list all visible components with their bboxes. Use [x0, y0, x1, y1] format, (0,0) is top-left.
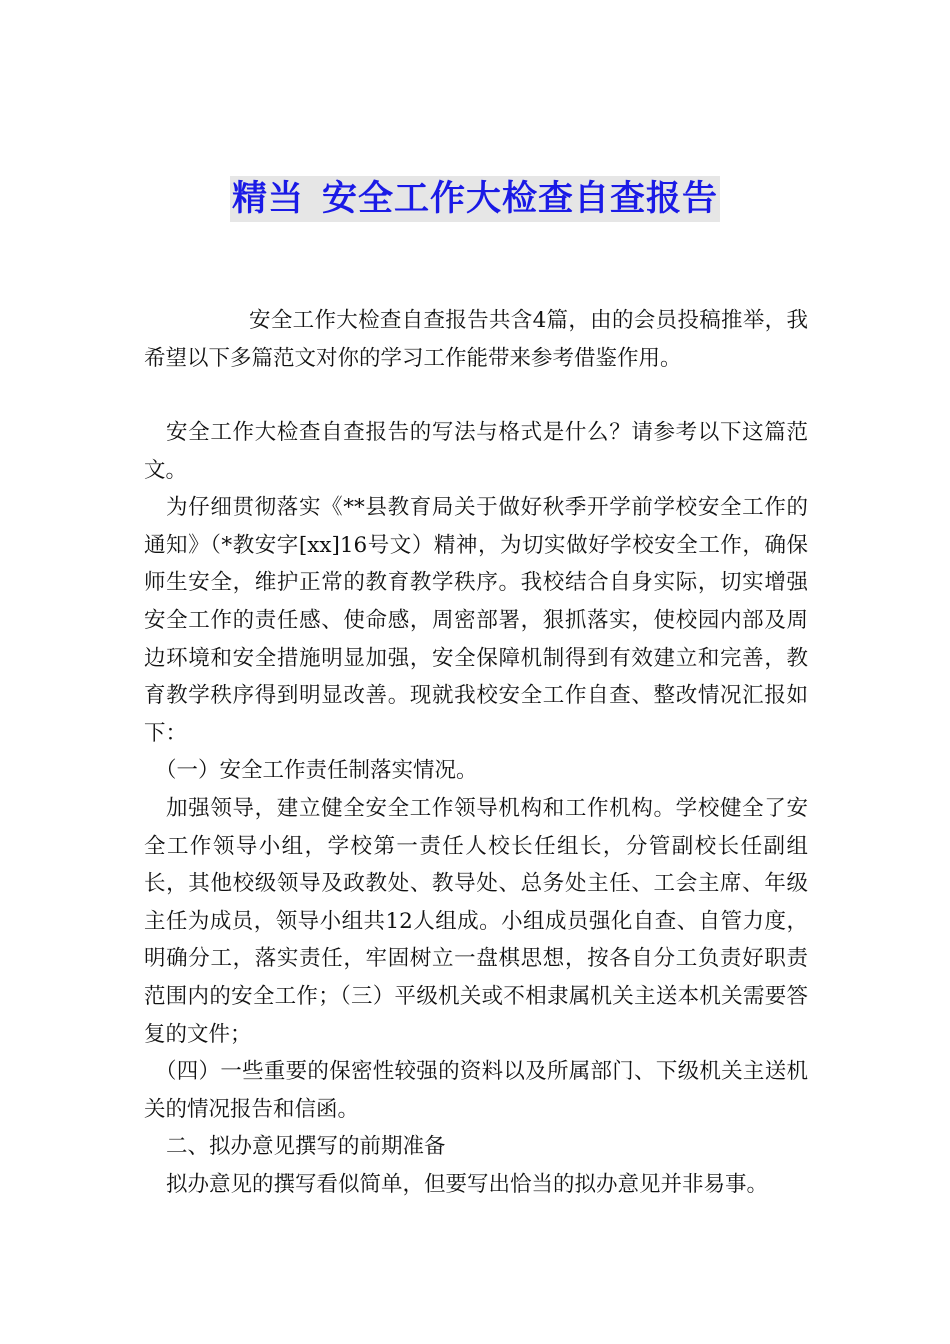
main-body	[144, 414, 808, 1203]
paragraph-implementation: 为仔细贯彻落实《**县教育局关于做好秋季开学前学校安全工作的通知》（*教安字[xx]16号文）精神，为切实做好学校安全工作，确保师生安全，维护正常的教育教学秩序。我校结合自身实际，切实增强安全工作的责任感、使命感，周密部署，狠抓落实，使校园内部及周边环境和安全措施明显加强，安全保障机制得到有效建立和完善，教育教学秩序得到明显改善。现就我校安全工作自查、整改情况汇报如下：	[144, 495, 808, 746]
intro-block	[144, 302, 808, 377]
section-heading-preparation: 二、拟办意见撰写的前期准备	[166, 1134, 446, 1160]
paragraph-confidential-materials: （四）一些重要的保密性较强的资料以及所属部门、下级机关主送机关的情况报告和信函。	[144, 1059, 808, 1122]
paragraph-drafting-opinion: 拟办意见的撰写看似简单，但要写出恰当的拟办意见并非易事。	[166, 1171, 769, 1197]
title-wrapper	[0, 176, 950, 222]
title-main: 安全工作大检查自查报告	[322, 179, 719, 219]
document-title	[230, 176, 720, 222]
intro-paragraph: 安全工作大检查自查报告共含4篇，由的会员投稿推举，我希望以下多篇范文对你的学习工作能带来参考借鉴作用。	[144, 308, 808, 371]
paragraph-question: 安全工作大检查自查报告的写法与格式是什么？请参考以下这篇范文。	[144, 420, 808, 483]
paragraph-leadership: 加强领导，建立健全安全工作领导机构和工作机构。学校健全了安全工作领导小组，学校第一责任人校长任组长，分管副校长任副组长，其他校级领导及政教处、教导处、总务处主任、工会主席、年级主任为成员，领导小组共12人组成。小组成员强化自查、自管力度，明确分工，落实责任，牢固树立一盘棋思想，按各自分工负责好职责范围内的安全工作；（三）平级机关或不相隶属机关主送本机关需要答复的文件；	[144, 795, 808, 1047]
title-prefix: 精当	[231, 179, 304, 219]
section-heading-responsibility: （一）安全工作责任制落实情况。	[155, 758, 478, 784]
